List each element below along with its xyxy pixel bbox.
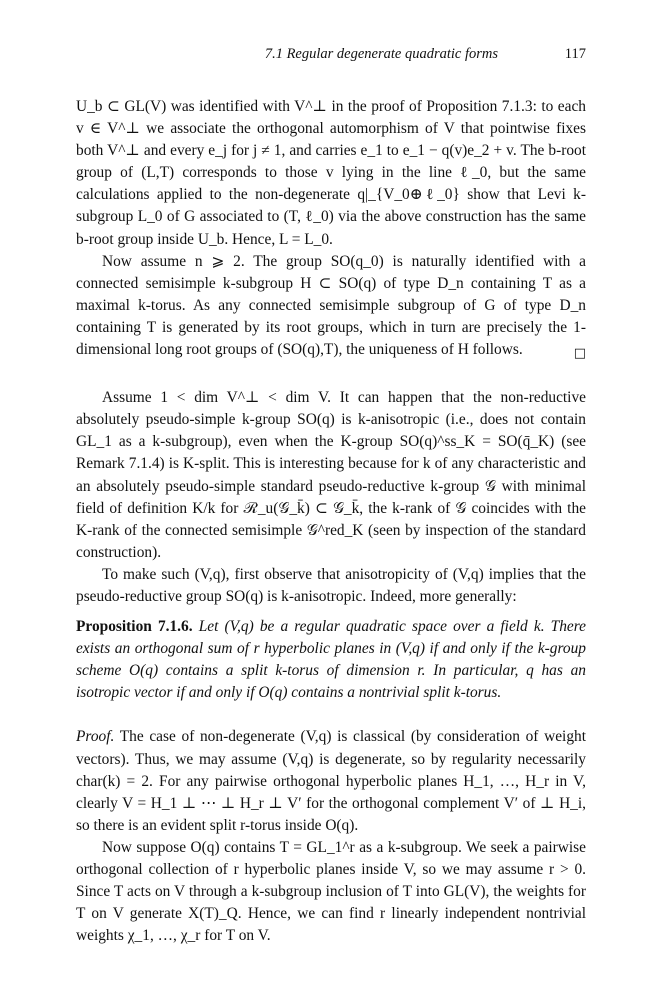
running-title: 7.1 Regular degenerate quadratic forms [264,46,498,62]
proof-label: Proof. [76,728,115,746]
proof [76,726,586,836]
paragraph-1: U_b ⊂ GL(V) was identified with V^⊥ in the proof of Proposition 7.1.3: to each v ∈ V^⊥ we associate the orthogonal automorphism of V that pointwise fixes both V^⊥ and every e_j for j ≠ 1, and carries e_1 to e_1 − q(v)e_2 + v. The b-root group of (L,T) corresponds to those v lying in the line ℓ_0, but the same calculations applied to the non-degenerate q|_{V_0⊕ℓ_0} show that Levi k-subgroup L_0 of G associated to (T, ℓ_0) via the above construction has the same b-root group inside U_b. Hence, L = L_0. [76,98,586,248]
page-body [76,96,586,947]
paragraph-4: To make such (V,q), first observe that anisotropicity of (V,q) implies that the pseudo-reductive group SO(q) is k-anisotropic. Indeed, more generally: [76,565,586,605]
page-number: 117 [564,46,586,62]
running-header [76,46,586,68]
proposition-label: Proposition 7.1.6. [76,618,193,636]
paragraph-2 [76,251,586,361]
paragraph-3: Assume 1 < dim V^⊥ < dim V. It can happen that the non-reductive absolutely pseudo-simple k-group SO(q) is k-anisotropic (i.e., does not contain GL_1 as a k-subgroup), even when the K-group SO(q)^ss_K = SO(q̄_K) (see Remark 7.1.4) is K-split. This is interesting because for k of any characteristic and an absolutely pseudo-simple standard pseudo-reductive k-group 𝒢 with minimal field of definition K/k for ℛ_u(𝒢_k̄) ⊂ 𝒢_k̄, the k-rank of 𝒢 coincides with the K-rank of the connected semisimple 𝒢^red_K (seen by inspection of the standard construction). [76,389,586,561]
paragraph-5: Now suppose O(q) contains T = GL_1^r as a k-subgroup. We seek a pairwise orthogonal collection of r hyperbolic planes inside V, so we may assume r > 0. Since T acts on V through a k-subgroup inclusion of T into GL(V), the weights for T on V generate X(T)_Q. Hence, we can find r linearly independent nontrivial weights χ_1, …, χ_r for T on V. [76,838,586,945]
proposition-text: Let (V,q) be a regular quadratic space over a field k. There exists an orthogonal sum of r hyperbolic planes in (V,q) if and only if the k-group scheme O(q) contains a split k-torus of dimension r. In particular, q has an isotropic vector if and only if O(q) contains a nontrivial split k-torus. [76,618,586,702]
proof-text: The case of non-degenerate (V,q) is classical (by consideration of weight vectors). Thus, we may assume (V,q) is degenerate, so by regularity necessarily char(k) = 2. For any pairwise orthogonal hyperbolic planes H_1, …, H_r in V, clearly V = H_1 ⊥ ⋯ ⊥ H_r ⊥ V′ for the orthogonal complement V′ of ⊥ H_i, so there is an evident split r-torus inside O(q). [76,728,586,834]
paragraph-2-text: Now assume n ⩾ 2. The group SO(q_0) is naturally identified with a connected semisimple k-subgroup H ⊂ SO(q) of type D_n containing T as a maximal k-torus. As any connected semisimple subgroup of G of type D_n containing T is generated by its root groups, which in turn are precisely the 1-dimensional long root groups of (SO(q),T), the uniqueness of H follows. [76,252,586,359]
proposition-7-1-6 [76,616,586,704]
qed-box-icon: □ [573,346,586,362]
